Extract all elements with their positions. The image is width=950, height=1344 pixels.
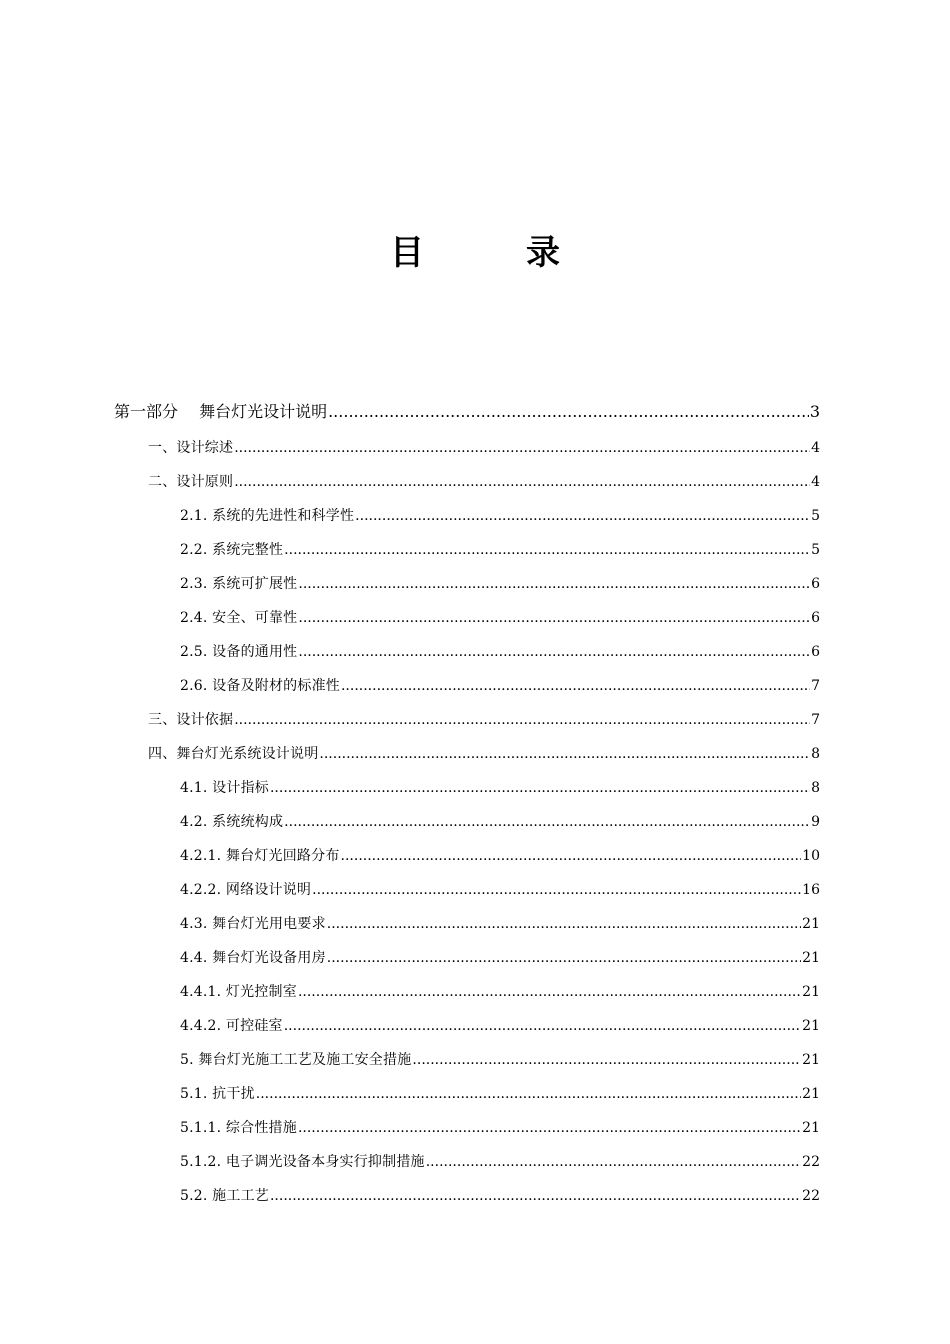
toc-page-number: 10 (802, 848, 820, 864)
toc-page-number: 21 (802, 984, 820, 1000)
toc-page-number: 8 (811, 780, 820, 796)
dot-leader (341, 844, 802, 868)
toc-entry-label: 4.4.2. 可控硅室 (180, 1018, 283, 1034)
toc-entry[interactable] (180, 1150, 820, 1174)
toc-entry-label: 5.2. 施工工艺 (180, 1188, 269, 1204)
toc-entry-label: 四、舞台灯光系统设计说明 (148, 746, 319, 762)
dot-leader (312, 878, 801, 902)
toc-page-number: 16 (802, 882, 820, 898)
toc-page-number: 22 (802, 1154, 820, 1170)
toc-entry[interactable] (180, 844, 820, 868)
toc-entry-label: 2.2. 系统完整性 (180, 542, 284, 558)
toc-entry-label: 4.4. 舞台灯光设备用房 (180, 950, 326, 966)
dot-leader (284, 538, 810, 562)
toc-entry[interactable] (180, 980, 820, 1004)
toc-entry[interactable] (180, 1116, 820, 1140)
toc-page-number: 4 (811, 474, 820, 490)
toc-entry[interactable] (180, 810, 820, 834)
toc-page-number: 21 (802, 1086, 820, 1102)
toc-entry[interactable] (148, 708, 820, 732)
toc-entry[interactable] (180, 674, 820, 698)
toc-entry[interactable] (148, 436, 820, 460)
dot-leader (298, 640, 810, 664)
toc-page-number: 6 (811, 610, 820, 626)
toc-page-number: 22 (802, 1188, 820, 1204)
toc-entry[interactable] (180, 1014, 820, 1038)
toc-page-number: 4 (811, 440, 820, 456)
toc-page-number: 21 (802, 950, 820, 966)
toc-entry[interactable] (114, 400, 820, 424)
toc-entry-label: 5.1. 抗干扰 (180, 1086, 255, 1102)
toc-entry-label: 4.4.1. 灯光控制室 (180, 984, 297, 1000)
toc-entry[interactable] (180, 1082, 820, 1106)
toc-entry-label: 2.4. 安全、可靠性 (180, 610, 298, 626)
page-title: 目 录 (390, 233, 594, 273)
toc-entry[interactable] (180, 504, 820, 528)
dot-leader (327, 912, 801, 936)
toc-entry-label: 4.1. 设计指标 (180, 780, 269, 796)
dot-leader (412, 1048, 801, 1072)
toc-page-number: 6 (811, 644, 820, 660)
toc-entry[interactable] (180, 946, 820, 970)
dot-leader (234, 708, 810, 732)
toc-entry[interactable] (180, 1184, 820, 1208)
toc-entry[interactable] (180, 538, 820, 562)
toc-entry-label: 4.2.1. 舞台灯光回路分布 (180, 848, 340, 864)
toc-entry-label: 4.2. 系统统构成 (180, 814, 284, 830)
toc-entry-label: 第一部分 舞台灯光设计说明 (114, 402, 328, 421)
dot-leader (355, 504, 810, 528)
toc-entry[interactable] (148, 470, 820, 494)
toc-entry-label: 5. 舞台灯光施工工艺及施工安全措施 (180, 1052, 412, 1068)
toc-page-number: 8 (811, 746, 820, 762)
toc-entry-label: 5.1.2. 电子调光设备本身实行抑制措施 (180, 1154, 425, 1170)
dot-leader (328, 400, 809, 424)
dot-leader (270, 776, 810, 800)
toc-entry[interactable] (180, 878, 820, 902)
toc-entry-label: 2.1. 系统的先进性和科学性 (180, 508, 355, 524)
dot-leader (298, 980, 801, 1004)
toc-entry[interactable] (180, 1048, 820, 1072)
toc-page-number: 7 (811, 678, 820, 694)
dot-leader (270, 1184, 801, 1208)
dot-leader (426, 1150, 801, 1174)
dot-leader (298, 606, 810, 630)
toc-entry[interactable] (180, 912, 820, 936)
dot-leader (327, 946, 801, 970)
toc-page-number: 7 (811, 712, 820, 728)
dot-leader (234, 470, 810, 494)
toc-page-number: 6 (811, 576, 820, 592)
dot-leader (234, 436, 810, 460)
toc-entry[interactable] (180, 776, 820, 800)
toc-entry[interactable] (180, 640, 820, 664)
toc-entry[interactable] (180, 606, 820, 630)
toc-entry[interactable] (180, 572, 820, 596)
toc-page-number: 21 (802, 1018, 820, 1034)
toc-page-number: 21 (802, 916, 820, 932)
toc-entry-label: 2.3. 系统可扩展性 (180, 576, 298, 592)
toc-page-number: 5 (811, 508, 820, 524)
toc-entry-label: 二、设计原则 (148, 474, 234, 490)
toc-page-number: 21 (802, 1120, 820, 1136)
toc-page-number: 9 (811, 814, 820, 830)
toc-page-number: 21 (802, 1052, 820, 1068)
toc-page-number: 5 (811, 542, 820, 558)
toc-entry-label: 2.5. 设备的通用性 (180, 644, 298, 660)
dot-leader (298, 572, 810, 596)
dot-leader (256, 1082, 801, 1106)
toc-entry-label: 4.3. 舞台灯光用电要求 (180, 916, 326, 932)
dot-leader (284, 1014, 801, 1038)
toc-entry-label: 4.2.2. 网络设计说明 (180, 882, 312, 898)
toc-entry-label: 2.6. 设备及附材的标准性 (180, 678, 340, 694)
dot-leader (298, 1116, 801, 1140)
dot-leader (341, 674, 810, 698)
toc-page-number: 3 (809, 402, 820, 421)
dot-leader (319, 742, 810, 766)
dot-leader (284, 810, 810, 834)
toc-entry[interactable] (148, 742, 820, 766)
toc-entry-label: 5.1.1. 综合性措施 (180, 1120, 297, 1136)
toc-entry-label: 三、设计依据 (148, 712, 234, 728)
toc-entry-label: 一、设计综述 (148, 440, 234, 456)
